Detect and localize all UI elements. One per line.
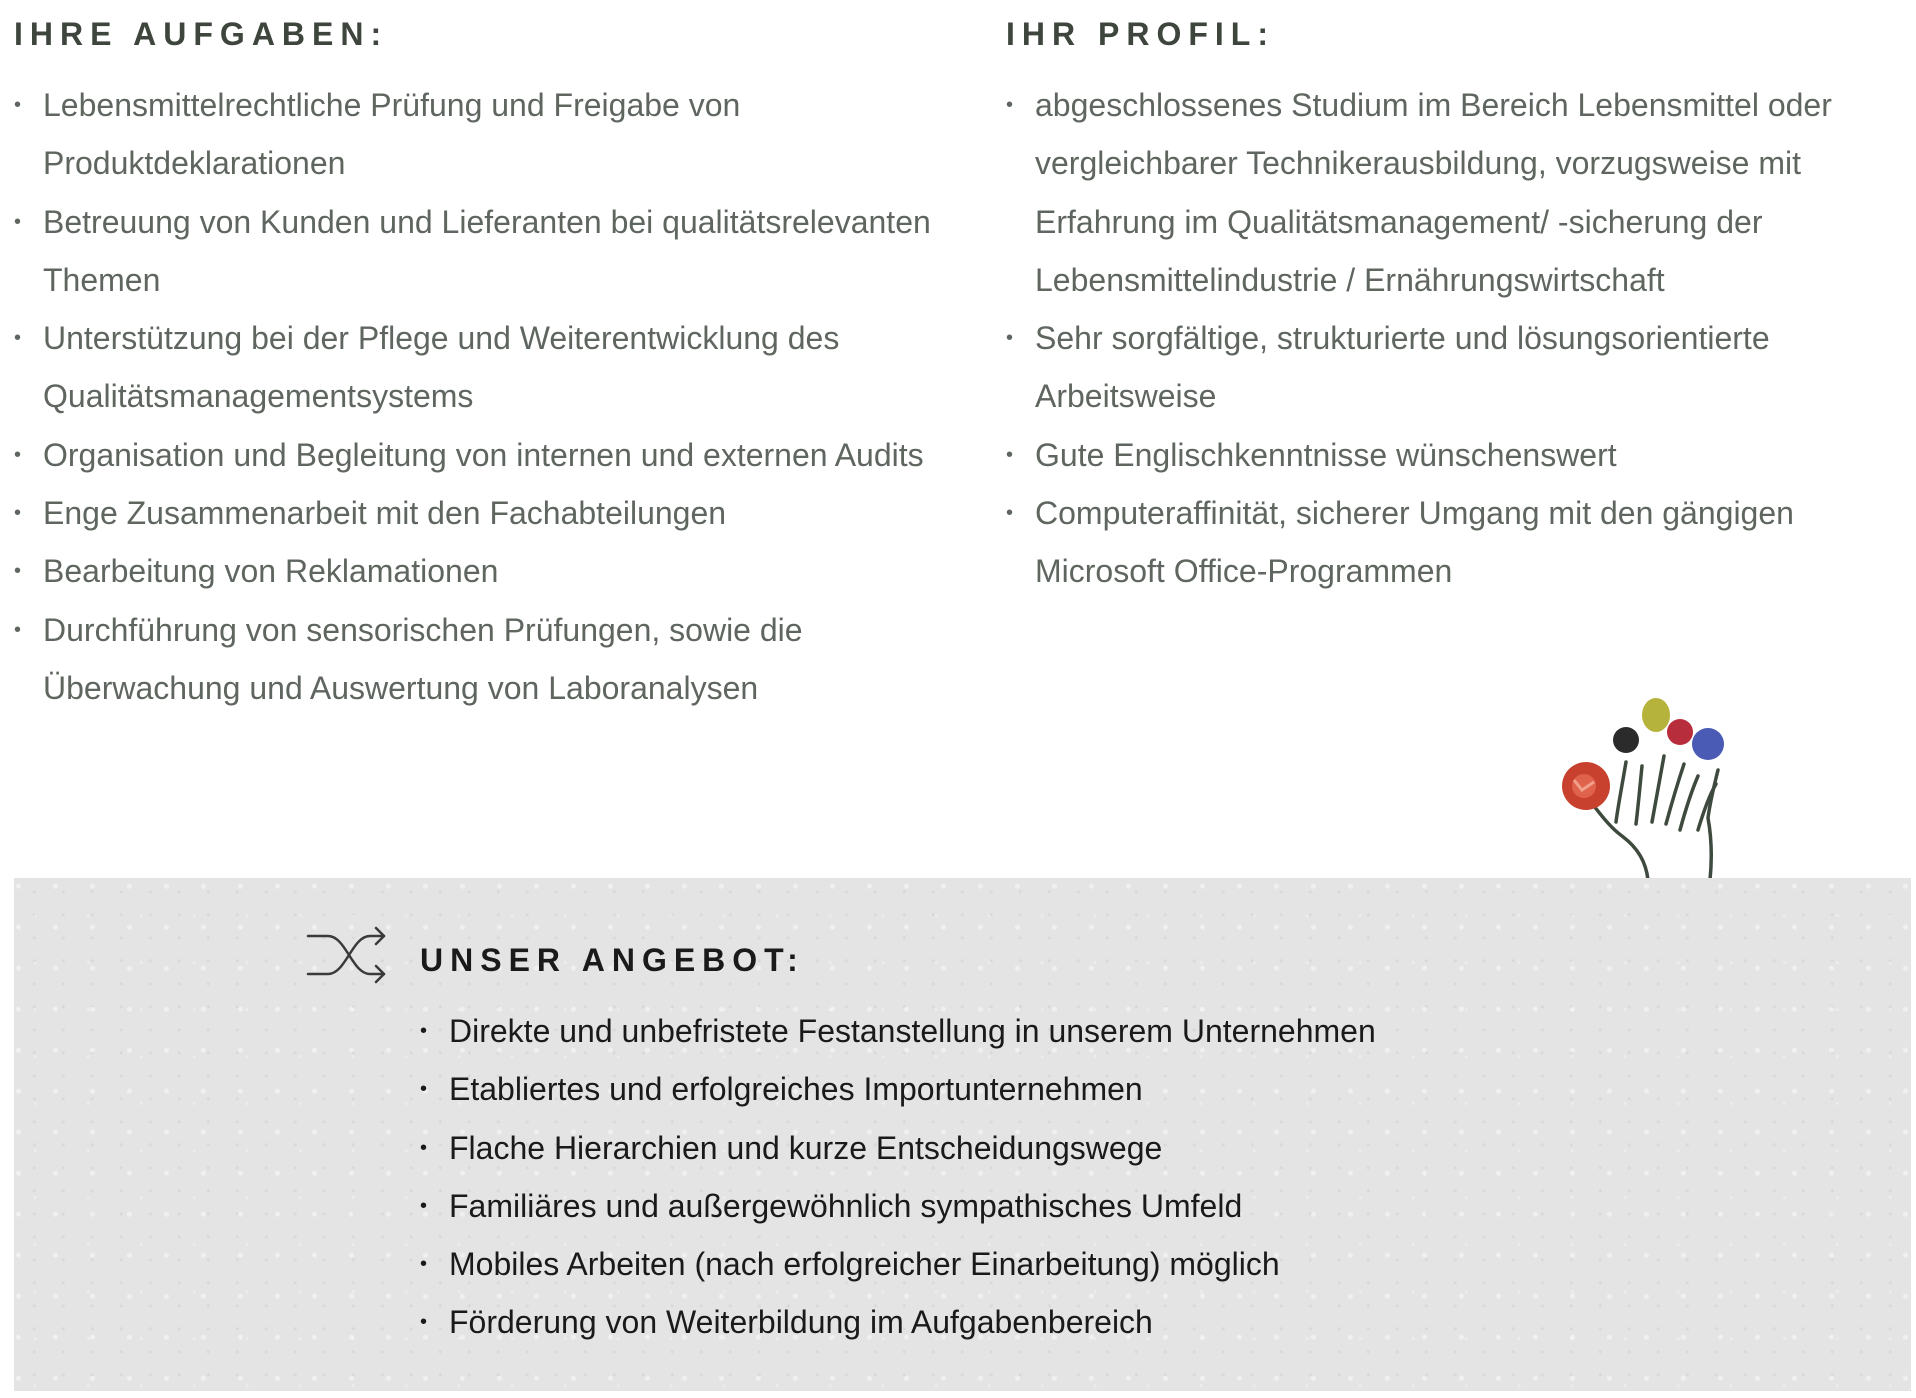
angebot-item: • Mobiles Arbeiten (nach erfolgreicher Einarbeitung) möglich (420, 1235, 1720, 1293)
aufgaben-item: • Organisation und Begleitung von internen und externen Audits (14, 426, 974, 484)
angebot-item: • Familiäres und außergewöhnlich sympathisches Umfeld (420, 1177, 1720, 1235)
angebot-item: • Flache Hierarchien und kurze Entscheidungswege (420, 1119, 1720, 1177)
aufgaben-section (14, 14, 974, 717)
profil-item: • Computeraffinität, sicherer Umgang mit den gängigen Microsoft Office-Programmen (1006, 484, 1911, 601)
profil-section (1006, 14, 1911, 601)
angebot-heading: UNSER ANGEBOT: (420, 942, 805, 978)
angebot-item: • Direkte und unbefristete Festanstellung in unserem Unternehmen (420, 1002, 1720, 1060)
angebot-list (420, 1002, 1720, 1352)
profil-item: • Sehr sorgfältige, strukturierte und lösungsorientierte Arbeitsweise (1006, 309, 1911, 426)
aufgaben-heading: IHRE AUFGABEN: (14, 16, 389, 52)
profil-list (1006, 76, 1911, 601)
aufgaben-item: • Durchführung von sensorischen Prüfungen, sowie die Überwachung und Auswertung von Laboranalysen (14, 601, 974, 718)
aufgaben-list (14, 76, 974, 717)
aufgaben-item: • Unterstützung bei der Pflege und Weiterentwicklung des Qualitätsmanagementsystems (14, 309, 974, 426)
aufgaben-item: • Bearbeitung von Reklamationen (14, 542, 974, 600)
shuffle-icon (306, 924, 388, 986)
angebot-item: • Etabliertes und erfolgreiches Importunternehmen (420, 1060, 1720, 1118)
aufgaben-item: • Enge Zusammenarbeit mit den Fachabteilungen (14, 484, 974, 542)
angebot-content (420, 940, 1720, 1352)
angebot-item: • Förderung von Weiterbildung im Aufgabenbereich (420, 1293, 1720, 1351)
profil-heading: IHR PROFIL: (1006, 16, 1275, 52)
aufgaben-item: • Betreuung von Kunden und Lieferanten bei qualitätsrelevanten Themen (14, 193, 974, 310)
angebot-section (14, 878, 1911, 1391)
profil-item: • abgeschlossenes Studium im Bereich Lebensmittel oder vergleichbarer Technikerausbildung, vorzugsweise mit Erfahrung im Qualitätsmanagement/ -sicherung der Lebensmittelindustrie / Ernährungswirtschaft (1006, 76, 1911, 309)
hand-with-fruit-fingertips-icon (1560, 690, 1740, 880)
profil-item: • Gute Englischkenntnisse wünschenswert (1006, 426, 1911, 484)
aufgaben-item: • Lebensmittelrechtliche Prüfung und Freigabe von Produktdeklarationen (14, 76, 974, 193)
